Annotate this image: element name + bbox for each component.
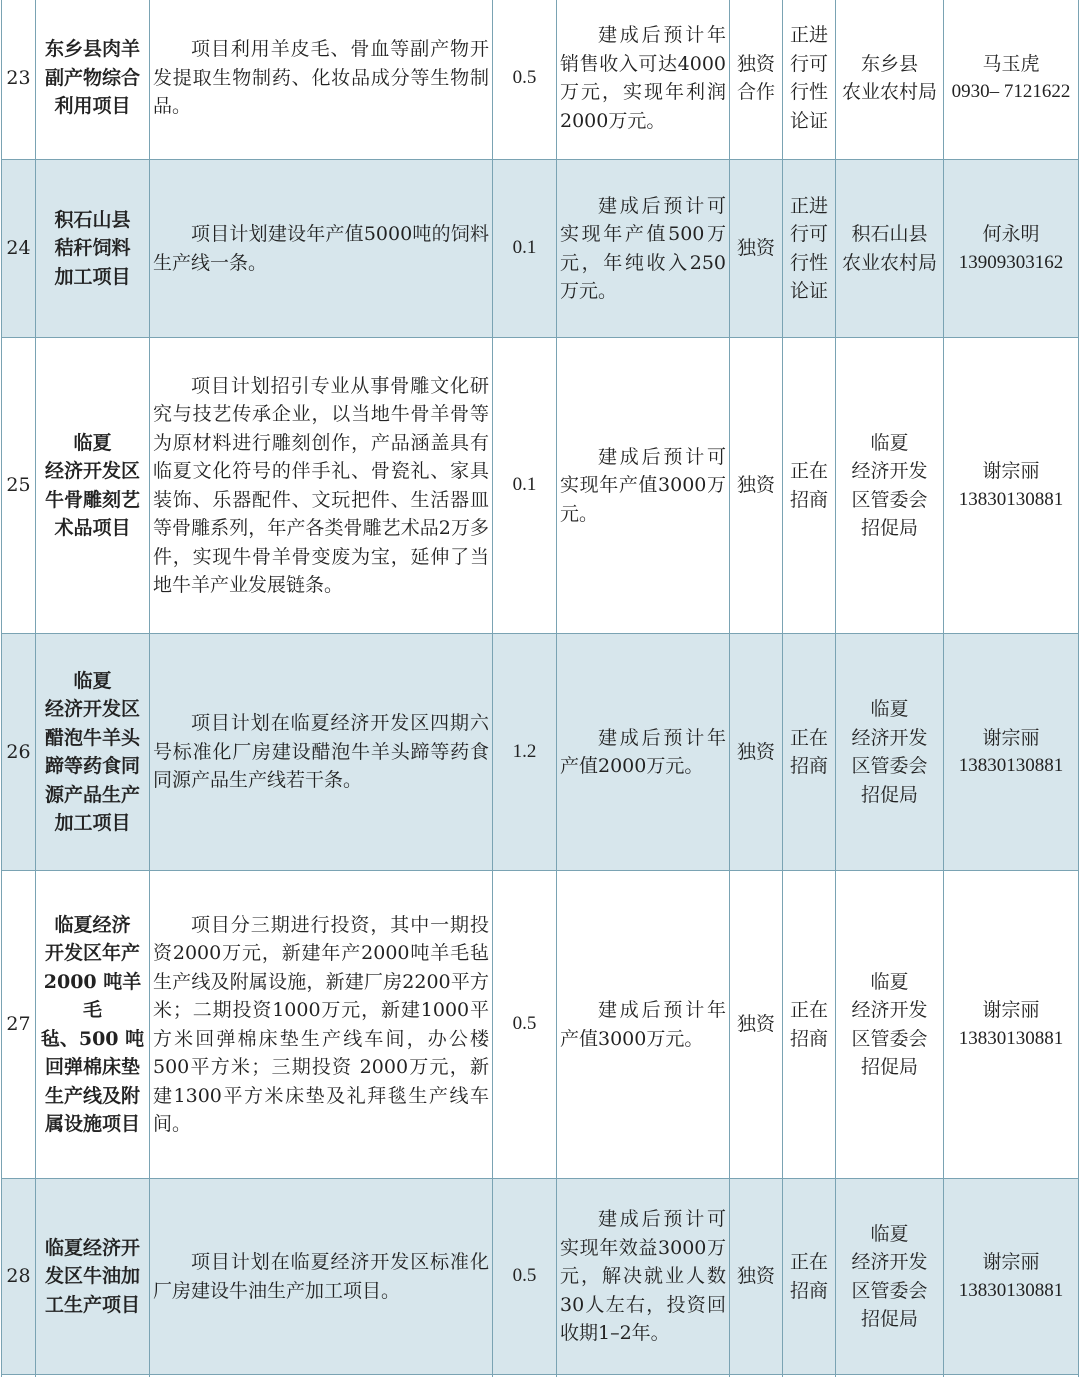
contact-name: 谢宗丽: [982, 460, 1040, 482]
row-number: 26: [2, 634, 36, 871]
row-number: 27: [2, 871, 36, 1179]
contact-info: [944, 338, 1079, 634]
project-name: 东乡县肉羊 副产物综合 利用项目: [36, 0, 150, 160]
contact-info: [944, 160, 1079, 338]
project-status: 正在 招商: [783, 634, 836, 871]
contact-phone: 13830130881: [958, 1279, 1064, 1301]
expected-benefit: 建成后预计可实现年效益3000万元，解决就业人数30人左右，投资回收期1–2年。: [557, 1179, 730, 1375]
row-number: 23: [2, 0, 36, 160]
responsible-unit: 临夏 经济开发 区管委会 招促局: [836, 634, 944, 871]
cooperation-mode: 独资: [730, 338, 783, 634]
contact-info: [944, 871, 1079, 1179]
contact-phone: 0930– 7121622: [951, 81, 1071, 102]
project-name: 临夏 经济开发区 醋泡牛羊头 蹄等药食同 源产品生产 加工项目: [36, 634, 150, 871]
investment-amount: 1.2: [493, 634, 557, 871]
project-name: 临夏经济开 发区牛油加 工生产项目: [36, 1179, 150, 1375]
investment-amount: 0.1: [493, 160, 557, 338]
table-row: [2, 634, 1079, 871]
project-status: 正在 招商: [783, 338, 836, 634]
project-description: 项目计划在临夏经济开发区四期六号标准化厂房建设醋泡牛羊头蹄等药食同源产品生产线若干条。: [150, 634, 493, 871]
contact-name: 何永明: [982, 223, 1040, 245]
cooperation-mode: 独资: [730, 160, 783, 338]
table-row: [2, 160, 1079, 338]
project-description: 项目计划招引专业从事骨雕文化研究与技艺传承企业，以当地牛骨羊骨等为原材料进行雕刻创作，产品涵盖具有临夏文化符号的伴手礼、骨瓷礼、家具装饰、乐器配件、文玩把件、生活器皿等骨雕系列，年产各类骨雕艺术品2万多件，实现牛骨羊骨变废为宝，延伸了当地牛羊产业发展链条。: [150, 338, 493, 634]
cooperation-mode: 独资 合作: [730, 0, 783, 160]
cooperation-mode: 独资: [730, 871, 783, 1179]
contact-name: 谢宗丽: [982, 999, 1040, 1021]
row-number: 28: [2, 1179, 36, 1375]
contact-phone: 13830130881: [958, 488, 1064, 510]
expected-benefit: 建成后预计可实现年产值3000万元。: [557, 338, 730, 634]
expected-benefit: 建成后预计年销售收入可达4000万元，实现年利润2000万元。: [557, 0, 730, 160]
table-row: [2, 1179, 1079, 1375]
contact-phone: 13909303162: [958, 251, 1064, 273]
project-name: 临夏 经济开发区 牛骨雕刻艺 术品项目: [36, 338, 150, 634]
responsible-unit: 临夏 经济开发 区管委会 招促局: [836, 338, 944, 634]
cooperation-mode: 独资: [730, 1179, 783, 1375]
investment-amount: 0.5: [493, 0, 557, 160]
project-name: 积石山县 秸秆饲料 加工项目: [36, 160, 150, 338]
table-row: [2, 871, 1079, 1179]
row-number: 24: [2, 160, 36, 338]
expected-benefit: 建成后预计可实现年产值500万元，年纯收入250万元。: [557, 160, 730, 338]
responsible-unit: 临夏 经济开发 区管委会 招促局: [836, 871, 944, 1179]
cooperation-mode: 独资: [730, 634, 783, 871]
contact-name: 谢宗丽: [982, 1251, 1040, 1273]
table-row: [2, 0, 1079, 160]
investment-amount: 0.1: [493, 338, 557, 634]
project-table: [1, 0, 1079, 1377]
contact-name: 马玉虎: [982, 52, 1040, 75]
investment-amount: 0.5: [493, 1179, 557, 1375]
contact-info: [944, 0, 1079, 160]
contact-info: [944, 1179, 1079, 1375]
contact-phone: 13830130881: [958, 755, 1064, 776]
responsible-unit: 积石山县 农业农村局: [836, 160, 944, 338]
expected-benefit: 建成后预计年产值3000万元。: [557, 871, 730, 1179]
table-row: [2, 338, 1079, 634]
responsible-unit: 东乡县 农业农村局: [836, 0, 944, 160]
responsible-unit: 临夏 经济开发 区管委会 招促局: [836, 1179, 944, 1375]
expected-benefit: 建成后预计年产值2000万元。: [557, 634, 730, 871]
project-description: 项目分三期进行投资，其中一期投资2000万元，新建年产2000吨羊毛毡生产线及附属设施，新建厂房2200平方米；二期投资1000万元，新建1000平方米回弹棉床垫生产线车间，办公楼500平方米；三期投资 2000万元，新建1300平方米床垫及礼拜毯生产线车间。: [150, 871, 493, 1179]
project-description: 项目计划建设年产值5000吨的饲料生产线一条。: [150, 160, 493, 338]
project-name: 临夏经济 开发区年产 2000 吨羊毛 毡、500 吨 回弹棉床垫 生产线及附 属设施项目: [36, 871, 150, 1179]
project-description: 项目计划在临夏经济开发区标准化厂房建设牛油生产加工项目。: [150, 1179, 493, 1375]
contact-info: [944, 634, 1079, 871]
project-status: 正在 招商: [783, 1179, 836, 1375]
row-number: 25: [2, 338, 36, 634]
contact-phone: 13830130881: [958, 1027, 1064, 1049]
contact-name: 谢宗丽: [982, 726, 1040, 749]
project-description: 项目利用羊皮毛、骨血等副产物开发提取生物制药、化妆品成分等生物制品。: [150, 0, 493, 160]
project-status: 正进 行可 行性 论证: [783, 160, 836, 338]
project-status: 正进 行可 行性 论证: [783, 0, 836, 160]
investment-amount: 0.5: [493, 871, 557, 1179]
project-status: 正在 招商: [783, 871, 836, 1179]
